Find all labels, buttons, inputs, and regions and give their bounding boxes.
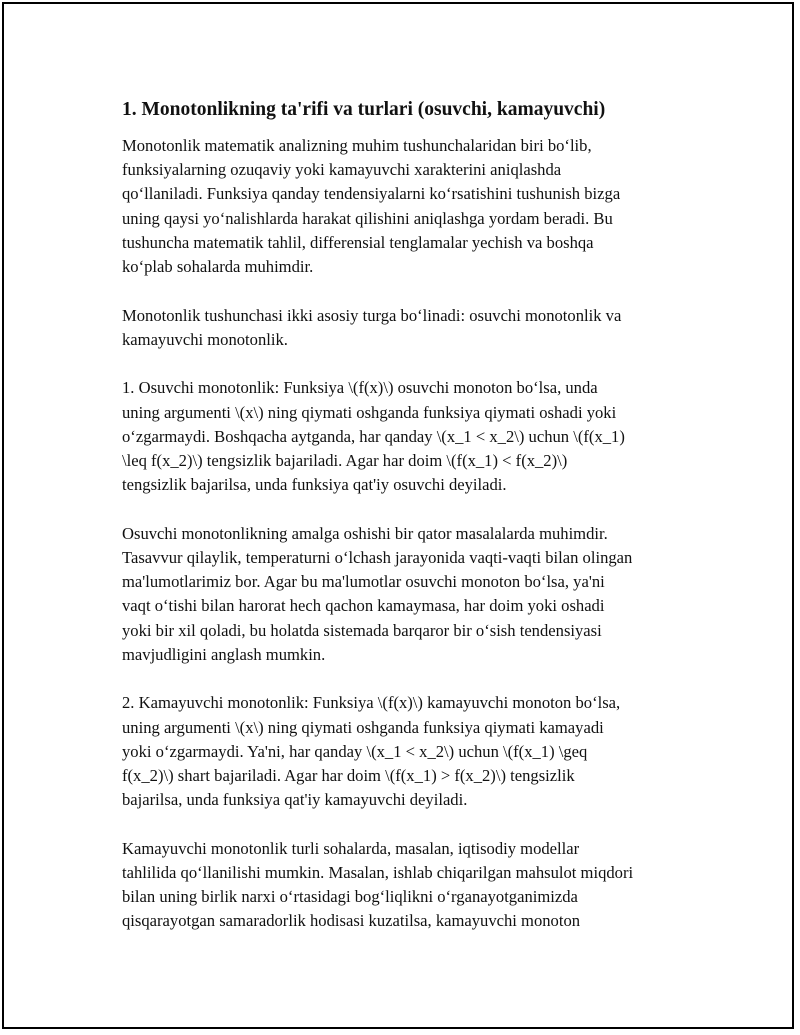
paragraph bbox=[122, 522, 702, 667]
text-line: tushuncha matematik tahlil, differensial tenglamalar yechish va boshqa bbox=[122, 232, 594, 252]
text-line: Osuvchi monotonlikning amalga oshishi bir qator masalalarda muhimdir. bbox=[122, 523, 608, 543]
paragraph bbox=[122, 837, 702, 934]
paragraph-list bbox=[122, 134, 702, 934]
paragraph bbox=[122, 304, 702, 352]
text-line: 1. Osuvchi monotonlik: Funksiya \(f(x)\) osuvchi monoton bo‘lsa, unda bbox=[122, 378, 598, 398]
text-line: vaqt o‘tishi bilan harorat hech qachon kamaymasa, har doim yoki oshadi bbox=[122, 596, 605, 616]
text-line: 2. Kamayuvchi monotonlik: Funksiya \(f(x)\) kamayuvchi monoton bo‘lsa, bbox=[122, 693, 621, 713]
text-line: uning qaysi yo‘nalishlarda harakat qilishini aniqlashga yordam beradi. Bu bbox=[122, 208, 613, 228]
text-line: Kamayuvchi monotonlik turli sohalarda, masalan, iqtisodiy modellar bbox=[122, 838, 580, 858]
document-body bbox=[122, 96, 702, 958]
text-line: bajarilsa, unda funksiya qat'iy kamayuvchi deyiladi. bbox=[122, 790, 468, 810]
text-line: \leq f(x_2)\) tengsizlik bajariladi. Agar har doim \(f(x_1) < f(x_2)\) bbox=[122, 451, 568, 471]
text-line: bilan uning birlik narxi o‘rtasidagi bog‘liqlikni o‘rganayotganimizda bbox=[122, 887, 578, 907]
text-line: Monotonlik matematik analizning muhim tushunchalaridan biri bo‘lib, bbox=[122, 136, 592, 155]
text-line: ma'lumotlarimiz bor. Agar bu ma'lumotlar osuvchi monoton bo‘lsa, ya'ni bbox=[122, 572, 605, 592]
text-line: kamayuvchi monotonlik. bbox=[122, 329, 288, 349]
text-line: qisqarayotgan samaradorlik hodisasi kuzatilsa, kamayuvchi monoton bbox=[122, 911, 581, 931]
text-line: mavjudligini anglash mumkin. bbox=[122, 644, 326, 664]
paragraph bbox=[122, 691, 702, 812]
text-line: Tasavvur qilaylik, temperaturni o‘lchash jarayonida vaqti-vaqti bilan olingan bbox=[122, 548, 633, 568]
text-line: uning argumenti \(x\) ning qiymati oshganda funksiya qiymati kamayadi bbox=[122, 717, 604, 737]
text-line: f(x_2)\) shart bajariladi. Agar har doim \(f(x_1) > f(x_2)\) tengsizlik bbox=[122, 766, 575, 786]
text-line: qo‘llaniladi. Funksiya qanday tendensiyalarni ko‘rsatishini tushunish bizga bbox=[122, 184, 621, 204]
text-line: tahlilida qo‘llanilishi mumkin. Masalan, ishlab chiqarilgan mahsulot miqdori bbox=[122, 863, 634, 883]
text-line: uning argumenti \(x\) ning qiymati oshganda funksiya qiymati oshadi yoki bbox=[122, 402, 617, 422]
text-line: Monotonlik tushunchasi ikki asosiy turga bo‘linadi: osuvchi monotonlik va bbox=[122, 305, 622, 325]
text-line: ko‘plab sohalarda muhimdir. bbox=[122, 257, 314, 277]
section-heading: 1. Monotonlikning ta'rifi va turlari (osuvchi, kamayuvchi) bbox=[122, 99, 606, 120]
text-line: yoki bir xil qoladi, bu holatda sistemada barqaror bir o‘sish tendensiyasi bbox=[122, 620, 602, 640]
text-line: tengsizlik bajarilsa, unda funksiya qat'iy osuvchi deyiladi. bbox=[122, 475, 507, 495]
text-line: o‘zgarmaydi. Boshqacha aytganda, har qanday \(x_1 < x_2\) uchun \(f(x_1) bbox=[122, 426, 625, 446]
paragraph bbox=[122, 376, 702, 497]
text-line: yoki o‘zgarmaydi. Ya'ni, har qanday \(x_1 < x_2\) uchun \(f(x_1) \geq bbox=[122, 741, 588, 761]
text-line: funksiyalarning ozuqaviy yoki kamayuvchi xarakterini aniqlashda bbox=[122, 160, 562, 180]
paragraph bbox=[122, 134, 702, 279]
page-frame bbox=[2, 2, 794, 1029]
